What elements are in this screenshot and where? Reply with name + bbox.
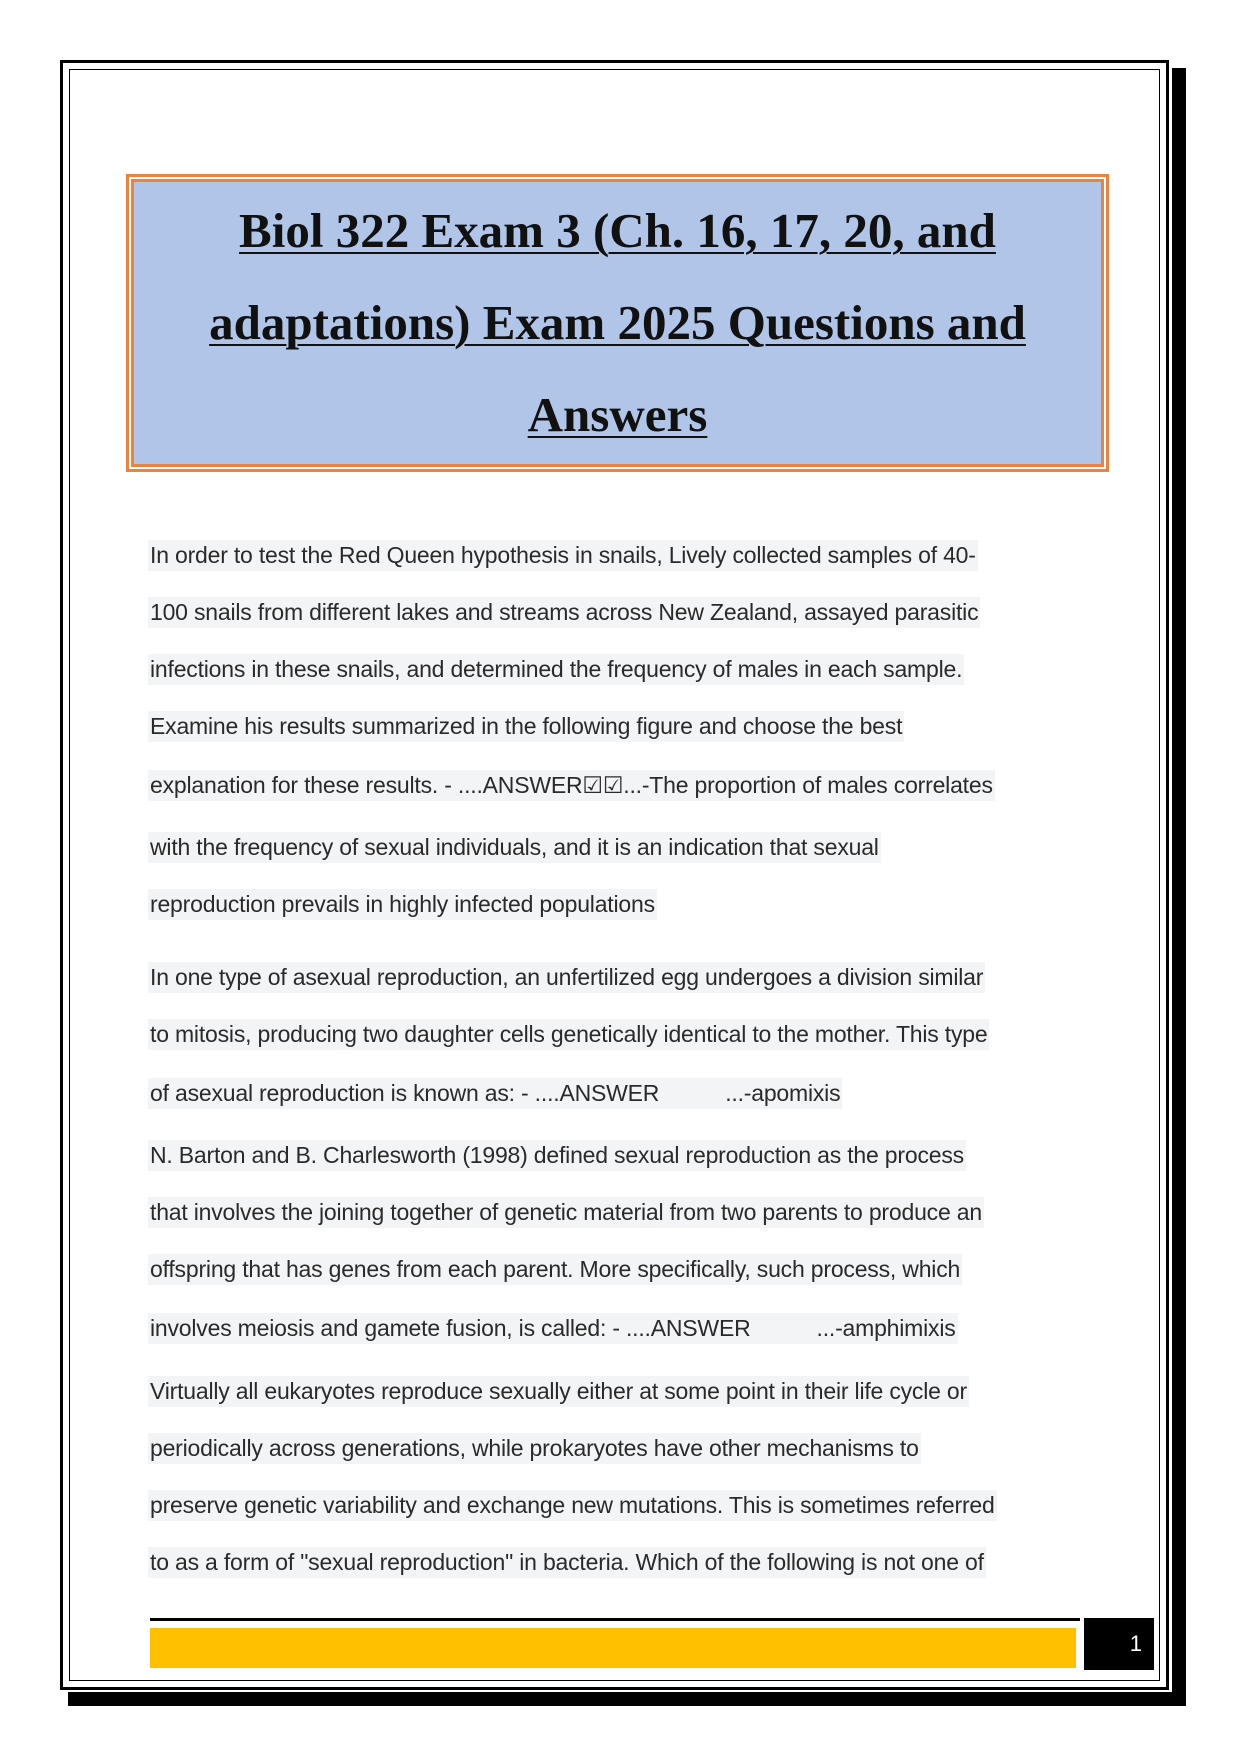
body-line: that involves the joining together of genetic material from two parents to produce an xyxy=(148,1197,984,1228)
body-line: In order to test the Red Queen hypothesis in snails, Lively collected samples of 40- xyxy=(148,540,978,571)
body-line: to mitosis, producing two daughter cells genetically identical to the mother. This type xyxy=(148,1019,989,1050)
title-line-3: Answers xyxy=(527,387,708,442)
body-line: to as a form of "sexual reproduction" in bacteria. Which of the following is not one of xyxy=(148,1547,986,1578)
title-line-2: adaptations) Exam 2025 Questions and xyxy=(209,295,1026,350)
answer-line xyxy=(148,1313,958,1344)
body-line: explanation for these results. - ....ANSWER☑☑...-The proportion of males correlates xyxy=(148,770,995,801)
title-box xyxy=(126,174,1109,472)
page-number xyxy=(1084,1618,1154,1670)
question-text: of asexual reproduction is known as: - ....ANSWER xyxy=(150,1080,660,1106)
body-line: offspring that has genes from each parent. More specifically, such process, which xyxy=(148,1254,962,1285)
body-line: reproduction prevails in highly infected populations xyxy=(148,889,657,920)
footer-rule xyxy=(150,1618,1080,1621)
page-shadow-right xyxy=(1172,68,1186,1706)
question-text: involves meiosis and gamete fusion, is called: - ....ANSWER xyxy=(150,1315,751,1341)
answer-text: ...-amphimixis xyxy=(816,1315,956,1341)
page-shadow-bottom xyxy=(68,1692,1186,1706)
footer-bar xyxy=(150,1628,1076,1668)
body-line: Virtually all eukaryotes reproduce sexually either at some point in their life cycle or xyxy=(148,1376,969,1407)
title-line-1: Biol 322 Exam 3 (Ch. 16, 17, 20, and xyxy=(239,203,996,258)
body-line: periodically across generations, while prokaryotes have other mechanisms to xyxy=(148,1433,921,1464)
body-line: infections in these snails, and determined the frequency of males in each sample. xyxy=(148,654,964,685)
body-line: 100 snails from different lakes and streams across New Zealand, assayed parasitic xyxy=(148,597,980,628)
answer-text: ...-apomixis xyxy=(725,1080,841,1106)
body-line: Examine his results summarized in the following figure and choose the best xyxy=(148,711,904,742)
body-line: In one type of asexual reproduction, an unfertilized egg undergoes a division similar xyxy=(148,962,985,993)
document-title xyxy=(189,185,1046,461)
answer-line xyxy=(148,1078,842,1109)
body-line: with the frequency of sexual individuals, and it is an indication that sexual xyxy=(148,832,881,863)
page-number-text: 1 xyxy=(1129,1631,1142,1656)
body-line: N. Barton and B. Charlesworth (1998) defined sexual reproduction as the process xyxy=(148,1140,966,1171)
body-line: preserve genetic variability and exchange new mutations. This is sometimes referred xyxy=(148,1490,997,1521)
